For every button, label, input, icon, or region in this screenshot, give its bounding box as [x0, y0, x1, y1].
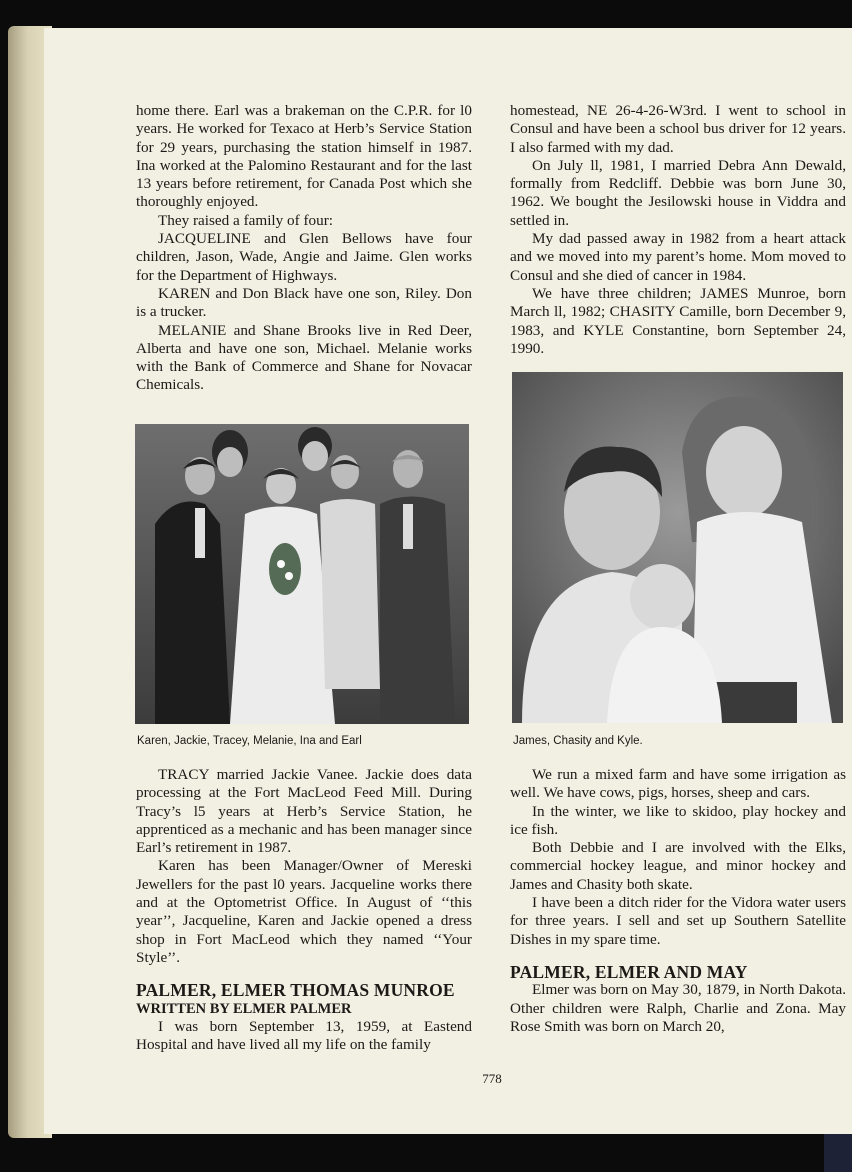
- paragraph: We have three children; JAMES Munroe, born March ll, 1982; CHASITY Camille, born December 9, 1983, and KYLE Constantine, born September 24, 1990.: [510, 284, 846, 357]
- paragraph: We run a mixed farm and have some irrigation as well. We have cows, pigs, horses, sheep and cars.: [510, 766, 846, 802]
- children-photo-caption: James, Chasity and Kyle.: [513, 735, 643, 747]
- children-photo: [512, 372, 843, 723]
- family-photo-image: [135, 424, 469, 724]
- book-cover-corner: [824, 1132, 852, 1172]
- left-column-bottom: [136, 766, 472, 1054]
- section-byline: WRITTEN BY ELMER PALMER: [136, 1000, 352, 1017]
- page-number: 778: [482, 1071, 502, 1086]
- children-photo-image: [512, 372, 843, 723]
- paragraph: KAREN and Don Black have one son, Riley. Don is a trucker.: [136, 284, 472, 321]
- paragraph: In the winter, we like to skidoo, play hockey and ice fish.: [510, 802, 846, 838]
- paragraph: On July ll, 1981, I married Debra Ann Dewald, formally from Redcliff. Debbie was born June 30, 1962. We bought the Jesilowski house in Viddra and settled in.: [510, 156, 846, 229]
- paragraph: TRACY married Jackie Vanee. Jackie does data processing at the Fort MacLeod Feed Mill. During Tracy’s l5 years at Herb’s Service Station, he apprenticed as a mechanic and has been manager since Earl’s retirement in 1987.: [136, 766, 472, 857]
- family-photo: [135, 424, 469, 724]
- paragraph: MELANIE and Shane Brooks live in Red Deer, Alberta and have one son, Michael. Melanie works with the Bank of Commerce and Shane for Novacar Chemicals.: [136, 321, 472, 394]
- section-heading: PALMER, ELMER AND MAY: [510, 961, 748, 982]
- paragraph: Both Debbie and I are involved with the Elks, commercial hockey league, and minor hockey and James and Chasity both skate.: [510, 839, 846, 893]
- paragraph: Karen has been Manager/Owner of Mereski Jewellers for the past l0 years. Jacqueline works there and at the Optometrist Office. In August of ‘‘this year’’, Jacqueline, Karen and Jackie opened a dress shop in Fort MacLeod which they named ‘‘Your Style’’.: [136, 857, 472, 966]
- paragraph: I have been a ditch rider for the Vidora water users for three years. I sell and set up Southern Satellite Dishes in my spare time.: [510, 894, 846, 948]
- paragraph: JACQUELINE and Glen Bellows have four children, Jason, Wade, Angie and Jaime. Glen works for the Department of Highways.: [136, 230, 472, 284]
- paragraph: home there. Earl was a brakeman on the C.P.R. for l0 years. He worked for Texaco at Herb’s Service Station for 29 years, purchasing the station himself in 1987. Ina worked at the Palomino Restaurant and for the last 13 years before retirement, for Canada Post which she thoroughly enjoyed.: [136, 102, 472, 211]
- right-column-top: [510, 102, 846, 358]
- section-heading: PALMER, ELMER THOMAS MUNROE: [136, 980, 455, 1001]
- paragraph: Elmer was born on May 30, 1879, in North Dakota. Other children were Ralph, Charlie and Zona. May Rose Smith was born on March 20,: [510, 981, 846, 1035]
- right-column-bottom: [510, 766, 846, 1036]
- paragraph: homestead, NE 26-4-26-W3rd. I went to school in Consul and have been a school bus driver for 12 years. I also farmed with my dad.: [510, 102, 846, 156]
- paragraph: I was born September 13, 1959, at Eastend Hospital and have lived all my life on the family: [136, 1017, 472, 1054]
- paragraph: My dad passed away in 1982 from a heart attack and we moved into my parent’s home. Mom moved to Consul and she died of cancer in 1984.: [510, 230, 846, 284]
- paragraph: They raised a family of four:: [158, 211, 334, 229]
- family-photo-caption: Karen, Jackie, Tracey, Melanie, Ina and Earl: [137, 735, 362, 747]
- left-column-top: [136, 102, 472, 395]
